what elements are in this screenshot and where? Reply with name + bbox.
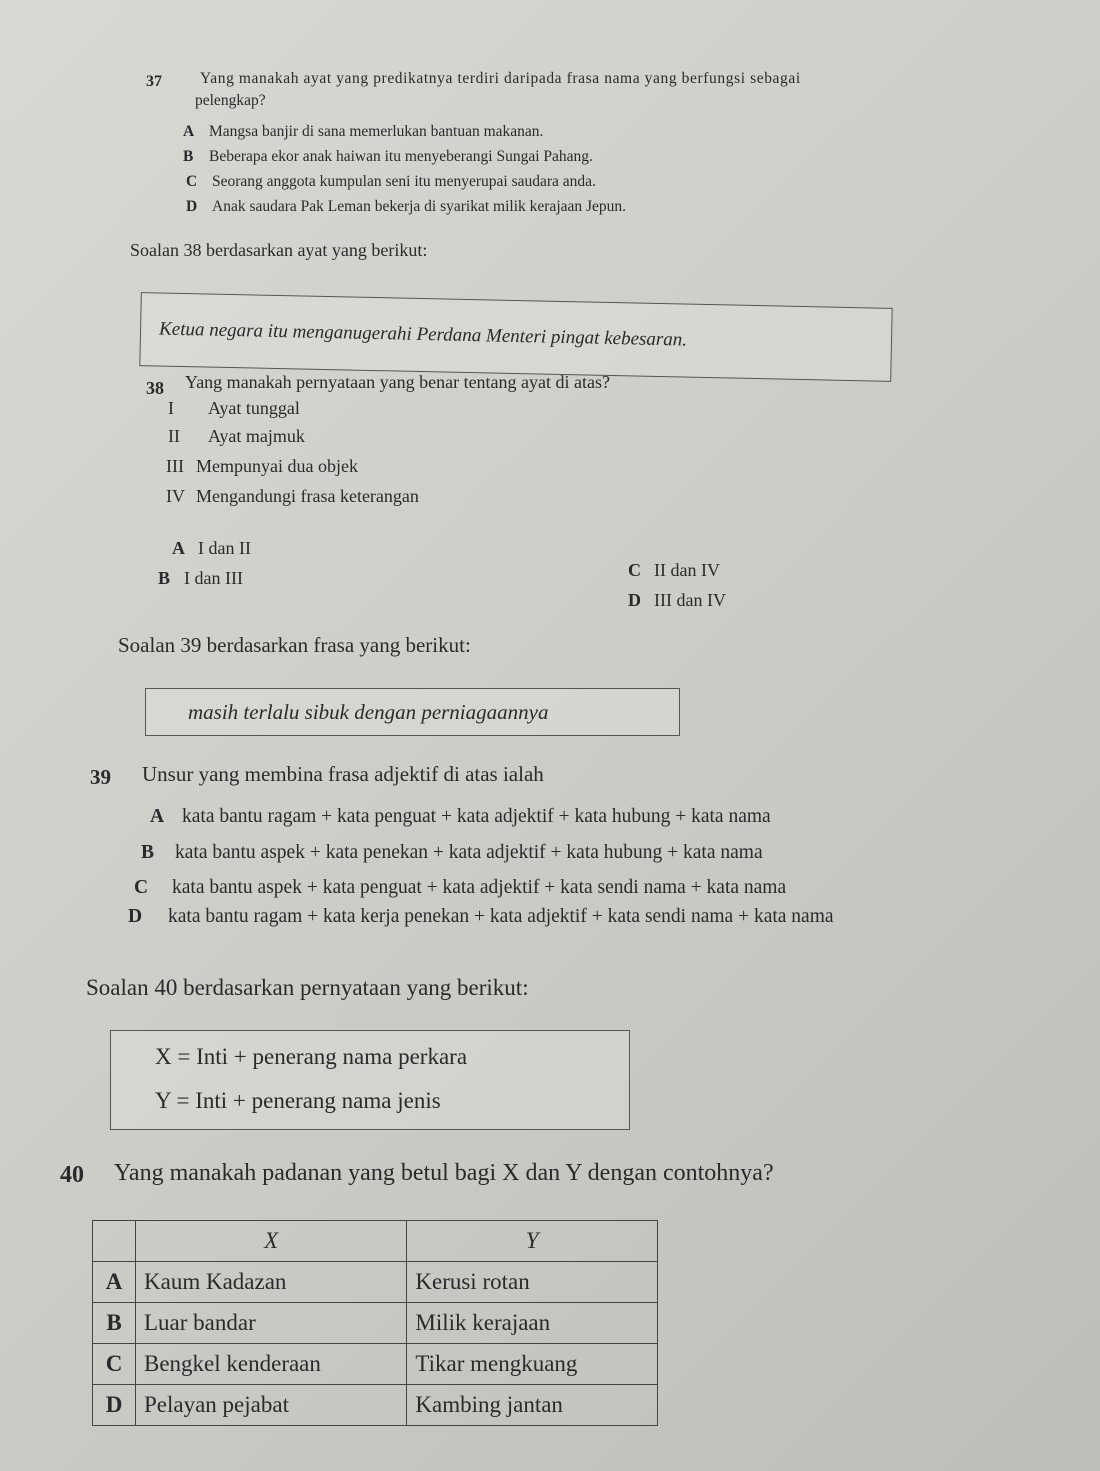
option-a[interactable] bbox=[150, 806, 771, 828]
cell-x: Luar bandar bbox=[136, 1303, 407, 1344]
passage-intro: Soalan 38 berdasarkan ayat yang berikut: bbox=[130, 240, 428, 260]
definition-box bbox=[110, 1030, 630, 1130]
option-c[interactable] bbox=[134, 877, 786, 899]
cell-y: Kambing jantan bbox=[407, 1385, 658, 1426]
question-stem: Unsur yang membina frasa adjektif di atas ialah bbox=[142, 762, 544, 786]
option-letter: B bbox=[93, 1303, 136, 1344]
option-letter: C bbox=[628, 560, 641, 580]
option-letter: B bbox=[158, 568, 171, 588]
option-text: kata bantu aspek + kata penekan + kata adjektif + kata hubung + kata nama bbox=[175, 842, 763, 863]
option-text: kata bantu aspek + kata penguat + kata adjektif + kata sendi nama + kata nama bbox=[172, 877, 787, 898]
cell-x: Kaum Kadazan bbox=[136, 1262, 407, 1303]
statement-text: Mengandungi frasa keterangan bbox=[196, 486, 419, 506]
cell-y: Kerusi rotan bbox=[407, 1262, 658, 1303]
option-letter: D bbox=[128, 906, 143, 927]
option-b[interactable] bbox=[158, 568, 243, 589]
cell-x: Pelayan pejabat bbox=[136, 1385, 407, 1426]
statement-iv bbox=[166, 486, 419, 507]
option-text: Seorang anggota kumpulan seni itu menyerupai saudara anda. bbox=[212, 173, 596, 190]
option-d[interactable] bbox=[628, 590, 726, 611]
question-stem: Yang manakah ayat yang predikatnya terdiri daripada frasa nama yang berfungsi sebagai bbox=[200, 70, 801, 87]
option-letter: D bbox=[186, 198, 198, 215]
statement-iii bbox=[166, 456, 358, 477]
option-letter: D bbox=[93, 1385, 136, 1426]
option-c[interactable] bbox=[186, 173, 596, 191]
option-text: III dan IV bbox=[654, 590, 726, 610]
option-letter: B bbox=[141, 842, 155, 863]
option-letter: B bbox=[183, 148, 194, 165]
option-c[interactable] bbox=[628, 560, 720, 581]
option-d[interactable] bbox=[186, 198, 626, 216]
option-text: II dan IV bbox=[654, 560, 720, 580]
option-text: Beberapa ekor anak haiwan itu menyeberangi Sungai Pahang. bbox=[209, 148, 593, 165]
table-header-y: Y bbox=[407, 1221, 658, 1262]
table-header-x: X bbox=[136, 1221, 407, 1262]
option-b[interactable] bbox=[183, 148, 593, 166]
passage-box bbox=[145, 688, 680, 736]
question-number: 39 bbox=[90, 765, 111, 789]
table-row[interactable] bbox=[93, 1262, 658, 1303]
option-text: kata bantu ragam + kata penguat + kata adjektif + kata hubung + kata nama bbox=[182, 806, 771, 827]
question-number: 38 bbox=[146, 378, 164, 398]
option-letter: A bbox=[183, 123, 195, 140]
statement-numeral: III bbox=[166, 456, 184, 476]
passage-intro: Soalan 39 berdasarkan frasa yang berikut: bbox=[118, 633, 471, 657]
table-row[interactable] bbox=[93, 1344, 658, 1385]
statement-numeral: I bbox=[168, 398, 174, 418]
question-stem-continued: pelengkap? bbox=[195, 92, 266, 109]
option-text: kata bantu ragam + kata kerja penekan + kata adjektif + kata sendi nama + kata nama bbox=[168, 906, 834, 927]
option-letter: C bbox=[93, 1344, 136, 1385]
statement-i bbox=[168, 398, 300, 419]
cell-y: Tikar mengkuang bbox=[407, 1344, 658, 1385]
passage-box bbox=[139, 292, 892, 382]
option-letter: A bbox=[150, 806, 165, 827]
option-letter: A bbox=[172, 538, 185, 558]
question-number: 37 bbox=[146, 73, 162, 90]
statement-numeral: IV bbox=[166, 486, 185, 506]
option-b[interactable] bbox=[141, 842, 763, 864]
answer-table bbox=[92, 1220, 658, 1426]
table-row[interactable] bbox=[93, 1303, 658, 1344]
definition-y: Y = Inti + penerang nama jenis bbox=[155, 1088, 441, 1113]
statement-text: Ayat majmuk bbox=[208, 426, 305, 446]
option-text: Anak saudara Pak Leman bekerja di syarikat milik kerajaan Jepun. bbox=[212, 198, 627, 215]
option-text: I dan II bbox=[198, 538, 251, 558]
option-text: I dan III bbox=[184, 568, 243, 588]
option-d[interactable] bbox=[128, 906, 834, 928]
cell-y: Milik kerajaan bbox=[407, 1303, 658, 1344]
statement-text: Ayat tunggal bbox=[208, 398, 300, 418]
option-a[interactable] bbox=[172, 538, 251, 559]
statement-text: Mempunyai dua objek bbox=[196, 456, 358, 476]
statement-numeral: II bbox=[168, 426, 180, 446]
table-row[interactable] bbox=[93, 1385, 658, 1426]
table-header-empty bbox=[93, 1221, 136, 1262]
option-letter: C bbox=[134, 877, 149, 898]
option-a[interactable] bbox=[183, 123, 543, 141]
cell-x: Bengkel kenderaan bbox=[136, 1344, 407, 1385]
option-letter: D bbox=[628, 590, 641, 610]
option-letter: C bbox=[186, 173, 198, 190]
definition-x: X = Inti + penerang nama perkara bbox=[155, 1044, 468, 1069]
question-stem: Yang manakah padanan yang betul bagi X dan Y dengan contohnya? bbox=[114, 1160, 774, 1186]
passage-intro: Soalan 40 berdasarkan pernyataan yang berikut: bbox=[86, 975, 529, 1000]
table-header-row bbox=[93, 1221, 658, 1262]
option-text: Mangsa banjir di sana memerlukan bantuan makanan. bbox=[209, 123, 544, 140]
passage-text: Ketua negara itu menganugerahi Perdana Menteri pingat kebesaran. bbox=[158, 318, 688, 351]
question-stem: Yang manakah pernyataan yang benar tentang ayat di atas? bbox=[185, 372, 611, 392]
question-number: 40 bbox=[60, 1162, 84, 1188]
option-letter: A bbox=[93, 1262, 136, 1303]
statement-ii bbox=[168, 426, 305, 447]
passage-text: masih terlalu sibuk dengan perniagaannya bbox=[188, 699, 549, 724]
